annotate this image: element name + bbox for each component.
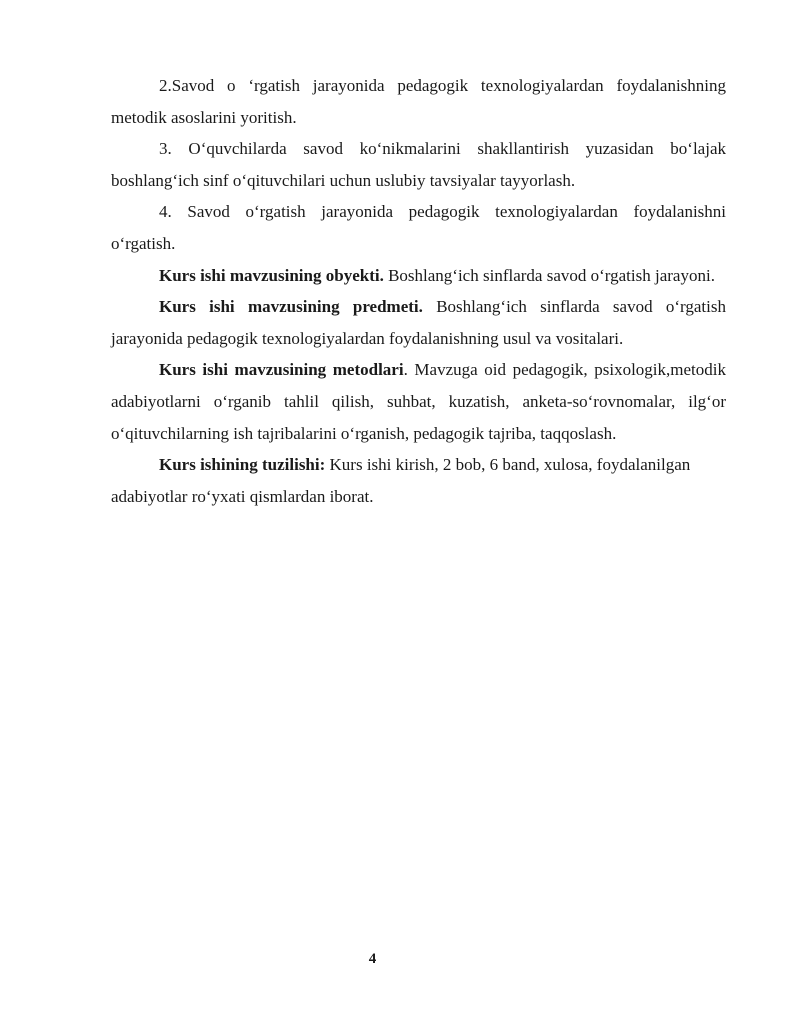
methods-paragraph	[111, 354, 726, 449]
methods-label: Kurs ishi mavzusining metodlari	[159, 360, 404, 380]
goal-item-3: 3. O‘quvchilarda savod ko‘nikmalarini shakllantirish yuzasidan bo‘lajak boshlang‘ich sinf o‘qituvchilari uchun uslubiy tavsiyalar tayyorlash.	[111, 139, 726, 190]
page-number: 4	[368, 951, 377, 967]
structure-text: Kurs ishi kirish, 2 bob, 6 band, xulosa, foydalanilgan	[325, 455, 691, 475]
structure-label: Kurs ishining tuzilishi:	[159, 455, 326, 475]
subject-paragraph	[111, 291, 726, 354]
subject-text: Boshlang‘ich sinflarda savod o‘rgatish jarayonida pedagogik texnologiyalardan foydalanishning usul va vositalari.	[111, 297, 726, 348]
structure-paragraph	[111, 449, 726, 481]
subject-label: Kurs ishi mavzusining predmeti.	[159, 297, 423, 317]
object-label: Kurs ishi mavzusining obyekti.	[159, 265, 384, 285]
structure-continuation: adabiyotlar ro‘yxati qismlardan iborat.	[111, 486, 374, 506]
goal-item-4: 4. Savod o‘rgatish jarayonida pedagogik texnologiyalardan foydalanishni o‘rgatish.	[111, 202, 726, 253]
document-body	[111, 70, 726, 512]
object-paragraph	[111, 260, 726, 292]
object-text: Boshlang‘ich sinflarda savod o‘rgatish jarayoni.	[383, 265, 715, 285]
goal-item-2: 2.Savod o ‘rgatish jarayonida pedagogik texnologiyalardan foydalanishning metodik asoslarini yoritish.	[111, 76, 726, 127]
methods-text: . Mavzuga oid pedagogik, psixologik,metodik adabiyotlarni o‘rganib tahlil qilish, suhbat, kuzatish, anketa-so‘rovnomalar, ilg‘or o‘qituvchilarning ish tajribalarini o‘rganish, pedagogik tajriba, taqqoslash.	[111, 360, 726, 443]
